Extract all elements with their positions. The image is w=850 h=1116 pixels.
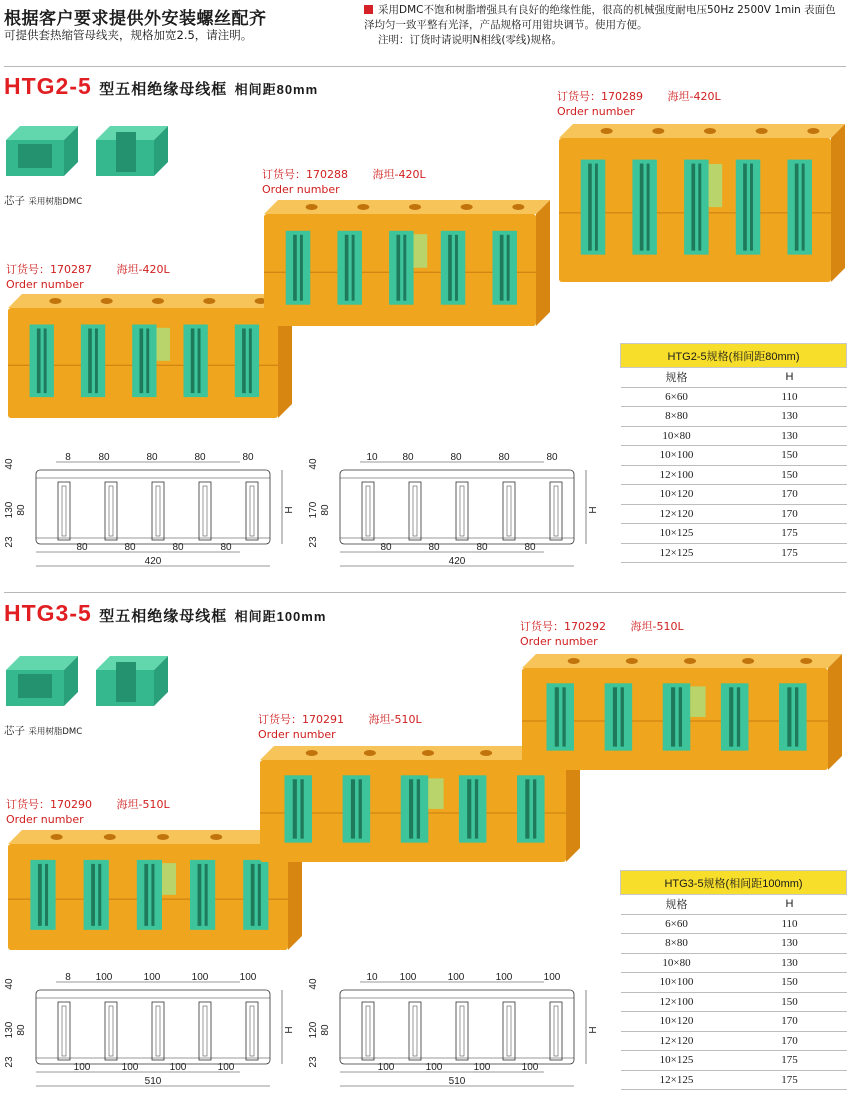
table-row: 10×100 150: [621, 973, 847, 993]
product-label-sticker: [690, 686, 705, 717]
product-label-sticker: [162, 863, 176, 895]
core-window: [517, 775, 545, 842]
frame-outline: [340, 470, 574, 544]
dimension-label: 80: [172, 542, 184, 553]
dimension-label: 80: [476, 542, 488, 553]
table-row: 12×100 150: [621, 465, 847, 485]
page-title: 根据客户要求提供外安装螺丝配齐: [4, 9, 267, 29]
core-window: [235, 325, 259, 398]
table-row: 10×80 130: [621, 953, 847, 973]
model-code: HTG2-5: [4, 73, 92, 99]
product-label-sticker: [428, 778, 443, 809]
core-window: [30, 325, 54, 398]
frame-outline: [36, 470, 270, 544]
mounting-hole: [101, 298, 113, 304]
mounting-hole: [49, 298, 61, 304]
dimension-label: 100: [543, 972, 561, 983]
table-row: 10×120 170: [621, 485, 847, 505]
table-row: 12×125 175: [621, 1070, 847, 1090]
dimension-label: 80: [194, 452, 206, 463]
dimension-label: 23: [4, 536, 15, 548]
mounting-hole: [203, 298, 215, 304]
product-label-sticker: [709, 164, 723, 207]
mounting-hole: [512, 204, 524, 210]
dimension-drawing-htg2-left: [2, 448, 302, 578]
section-header-htg3: [4, 600, 326, 627]
mounting-hole: [626, 658, 638, 664]
core-window: [684, 160, 708, 255]
dimension-label: 100: [521, 1062, 539, 1073]
dimension-label: 80: [16, 504, 27, 516]
mounting-hole: [306, 750, 318, 756]
section-divider: [4, 66, 846, 67]
dimension-h-label: H: [284, 1026, 295, 1034]
core-label: 芯子 采用树脂DMC: [4, 725, 83, 737]
mounting-hole: [568, 658, 580, 664]
model-code: HTG3-5: [4, 600, 92, 626]
dimension-label: 80: [524, 542, 536, 553]
busbar-slot: [246, 482, 258, 540]
busbar-slot: [152, 482, 164, 540]
dimension-label: 130: [4, 1021, 15, 1039]
phase-spacing: 相间距100mm: [234, 609, 327, 624]
dimension-total-label: 510: [144, 1076, 162, 1087]
dimension-label: 100: [425, 1062, 443, 1073]
order-info-170291: 订货号：170291 海坦-510L Order number: [258, 713, 422, 741]
core-window: [736, 160, 760, 255]
busbar-slot: [246, 1002, 258, 1060]
core-window: [605, 683, 633, 750]
core-window: [284, 775, 312, 842]
core-window: [132, 325, 156, 398]
mounting-hole: [104, 834, 116, 840]
busbar-frame-image-170292: [520, 652, 846, 776]
table-row: 6×60 110: [621, 387, 847, 407]
dimension-total-label: 420: [448, 556, 466, 567]
mounting-hole: [652, 128, 664, 134]
dimension-label: 23: [4, 1056, 15, 1068]
core-window: [337, 231, 361, 305]
dimension-label: 100: [399, 972, 417, 983]
table-row: 10×100 150: [621, 446, 847, 466]
dimension-label: 40: [4, 978, 15, 990]
dimension-label: 23: [308, 536, 319, 548]
core-insert-image-1: [6, 126, 78, 176]
description-text: 采用DMC不饱和树脂增强具有良好的绝缘性能，很高的机械强度耐电压50Hz 2500V 1min 表面色泽均匀一致平整有光泽，产品规格可用钳块调节。使用方便。: [364, 4, 836, 31]
busbar-slot: [105, 1002, 117, 1060]
core-window: [581, 160, 605, 255]
dimension-label: 80: [428, 542, 440, 553]
mounting-hole: [800, 658, 812, 664]
dimension-total-label: 420: [144, 556, 162, 567]
bullet-square-icon: [364, 5, 373, 14]
mounting-hole: [51, 834, 63, 840]
table-row: 12×120 170: [621, 504, 847, 524]
dimension-label: 120: [308, 1021, 319, 1039]
dimension-label: 100: [217, 1062, 235, 1073]
dimension-h-label: H: [588, 1026, 599, 1034]
order-info-170292: 订货号：170292 海坦-510L Order number: [520, 620, 684, 648]
core-window: [632, 160, 656, 255]
table-row: 12×100 150: [621, 992, 847, 1012]
model-name: 型五相绝缘母线框: [99, 81, 228, 98]
dimension-label: 80: [402, 452, 414, 463]
dimension-h-label: H: [588, 506, 599, 514]
busbar-frame-image-170289: [557, 122, 849, 288]
frame-outline: [340, 990, 574, 1064]
dimension-label: 100: [143, 972, 161, 983]
dimension-label: 10: [366, 972, 378, 983]
core-window: [441, 231, 465, 305]
mounting-hole: [807, 128, 819, 134]
mounting-hole: [461, 204, 473, 210]
table-row: 12×125 175: [621, 543, 847, 563]
dimension-label: 80: [124, 542, 136, 553]
core-window: [663, 683, 691, 750]
table-row: 10×125 175: [621, 524, 847, 544]
dimension-label: 80: [76, 542, 88, 553]
mounting-hole: [601, 128, 613, 134]
core-window: [492, 231, 516, 305]
dimension-label: 100: [495, 972, 513, 983]
core-label: 芯子 采用树脂DMC: [4, 195, 83, 207]
table-row: 10×125 175: [621, 1051, 847, 1071]
dimension-label: 100: [73, 1062, 91, 1073]
table-row: 12×120 170: [621, 1031, 847, 1051]
dimension-label: 8: [65, 972, 71, 983]
col-header-h: H: [733, 895, 847, 915]
mounting-hole: [742, 658, 754, 664]
spec-table-htg2: [620, 343, 847, 563]
dimension-label: 80: [320, 1024, 331, 1036]
order-info-170290: 订货号：170290 海坦-510L Order number: [6, 798, 170, 826]
dimension-label: 40: [308, 978, 319, 990]
col-header-h: H: [733, 368, 847, 388]
dimension-label: 80: [16, 1024, 27, 1036]
col-header-spec: 规格: [621, 368, 733, 388]
dimension-label: 80: [146, 452, 158, 463]
busbar-slot: [105, 482, 117, 540]
busbar-slot: [503, 1002, 515, 1060]
busbar-slot: [503, 482, 515, 540]
frame-outline: [36, 990, 270, 1064]
order-info-170288: 订货号：170288 海坦-420L Order number: [262, 168, 426, 196]
mounting-hole: [756, 128, 768, 134]
dimension-h-label: H: [284, 506, 295, 514]
dimension-label: 10: [366, 452, 378, 463]
dimension-label: 80: [98, 452, 110, 463]
dimension-label: 80: [380, 542, 392, 553]
dimension-label: 100: [191, 972, 209, 983]
core-window: [137, 860, 162, 930]
busbar-slot: [456, 482, 468, 540]
busbar-slot: [199, 482, 211, 540]
core-insert-image-2: [96, 656, 168, 706]
table-row: 8×80 130: [621, 934, 847, 954]
product-label-sticker: [157, 328, 171, 361]
dimension-label: 100: [473, 1062, 491, 1073]
mounting-hole: [210, 834, 222, 840]
core-window: [30, 860, 55, 930]
mounting-hole: [152, 298, 164, 304]
table-row: 8×80 130: [621, 407, 847, 427]
dimension-label: 170: [308, 501, 319, 519]
spec-table-caption: HTG2-5规格(相间距80mm): [621, 344, 847, 368]
mounting-hole: [357, 204, 369, 210]
order-info-170287: 订货号：170287 海坦-420L Order number: [6, 263, 170, 291]
busbar-slot: [58, 482, 70, 540]
dimension-label: 100: [121, 1062, 139, 1073]
core-insert-images: [4, 118, 174, 188]
busbar-slot: [409, 482, 421, 540]
core-window: [401, 775, 429, 842]
busbar-slot: [456, 1002, 468, 1060]
product-description: [364, 3, 846, 48]
dimension-label: 80: [242, 452, 254, 463]
core-window: [190, 860, 215, 930]
col-header-spec: 规格: [621, 895, 733, 915]
table-row: 6×60 110: [621, 914, 847, 934]
mounting-hole: [704, 128, 716, 134]
busbar-slot: [362, 1002, 374, 1060]
spec-table-caption: HTG3-5规格(相间距100mm): [621, 871, 847, 895]
mounting-hole: [306, 204, 318, 210]
section-header-htg2: [4, 73, 318, 100]
dimension-drawing-htg3-right: [306, 968, 606, 1098]
core-window: [779, 683, 807, 750]
mounting-hole: [409, 204, 421, 210]
dimension-label: 40: [4, 458, 15, 470]
dimension-label: 100: [447, 972, 465, 983]
core-insert-image-2: [96, 126, 168, 176]
dimension-label: 80: [498, 452, 510, 463]
dimension-label: 40: [308, 458, 319, 470]
core-window: [721, 683, 749, 750]
core-window: [787, 160, 811, 255]
mounting-hole: [364, 750, 376, 756]
busbar-slot: [362, 482, 374, 540]
busbar-frame-image-170288: [262, 198, 554, 332]
model-name: 型五相绝缘母线框: [99, 608, 228, 625]
busbar-slot: [409, 1002, 421, 1060]
core-window: [546, 683, 574, 750]
dimension-label: 80: [450, 452, 462, 463]
core-window: [243, 860, 268, 930]
dimension-label: 8: [65, 452, 71, 463]
core-window: [286, 231, 310, 305]
spec-table-htg3: [620, 870, 847, 1090]
core-window: [84, 860, 109, 930]
busbar-slot: [58, 1002, 70, 1060]
dimension-label: 80: [220, 542, 232, 553]
dimension-label: 80: [546, 452, 558, 463]
mounting-hole: [684, 658, 696, 664]
order-note: 注明：订货时请说明N相线(零线)规格。: [378, 34, 563, 46]
order-info-170289: 订货号：170289 海坦-420L Order number: [557, 90, 721, 118]
core-window: [184, 325, 208, 398]
mounting-hole: [480, 750, 492, 756]
product-label-sticker: [414, 234, 428, 268]
dimension-label: 23: [308, 1056, 319, 1068]
section-divider: [4, 592, 846, 593]
phase-spacing: 相间距80mm: [234, 82, 319, 97]
dimension-total-label: 510: [448, 1076, 466, 1087]
dimension-label: 100: [377, 1062, 395, 1073]
dimension-label: 100: [169, 1062, 187, 1073]
busbar-slot: [152, 1002, 164, 1060]
busbar-frame-image-170287: [6, 292, 296, 424]
table-row: 10×80 130: [621, 426, 847, 446]
dimension-label: 100: [95, 972, 113, 983]
busbar-slot: [550, 482, 562, 540]
dimension-drawing-htg3-left: [2, 968, 302, 1098]
page-subtitle: 可提供套热缩管母线夹，规格加宽2.5，请注明。: [4, 28, 253, 42]
dimension-label: 80: [320, 504, 331, 516]
busbar-slot: [550, 1002, 562, 1060]
dimension-label: 100: [239, 972, 257, 983]
core-window: [343, 775, 371, 842]
table-row: 10×120 170: [621, 1012, 847, 1032]
busbar-slot: [199, 1002, 211, 1060]
core-window: [81, 325, 105, 398]
core-window: [389, 231, 413, 305]
dimension-label: 130: [4, 501, 15, 519]
mounting-hole: [157, 834, 169, 840]
core-insert-image-1: [6, 656, 78, 706]
mounting-hole: [422, 750, 434, 756]
dimension-drawing-htg2-right: [306, 448, 606, 578]
core-insert-images: [4, 648, 174, 718]
core-window: [459, 775, 487, 842]
